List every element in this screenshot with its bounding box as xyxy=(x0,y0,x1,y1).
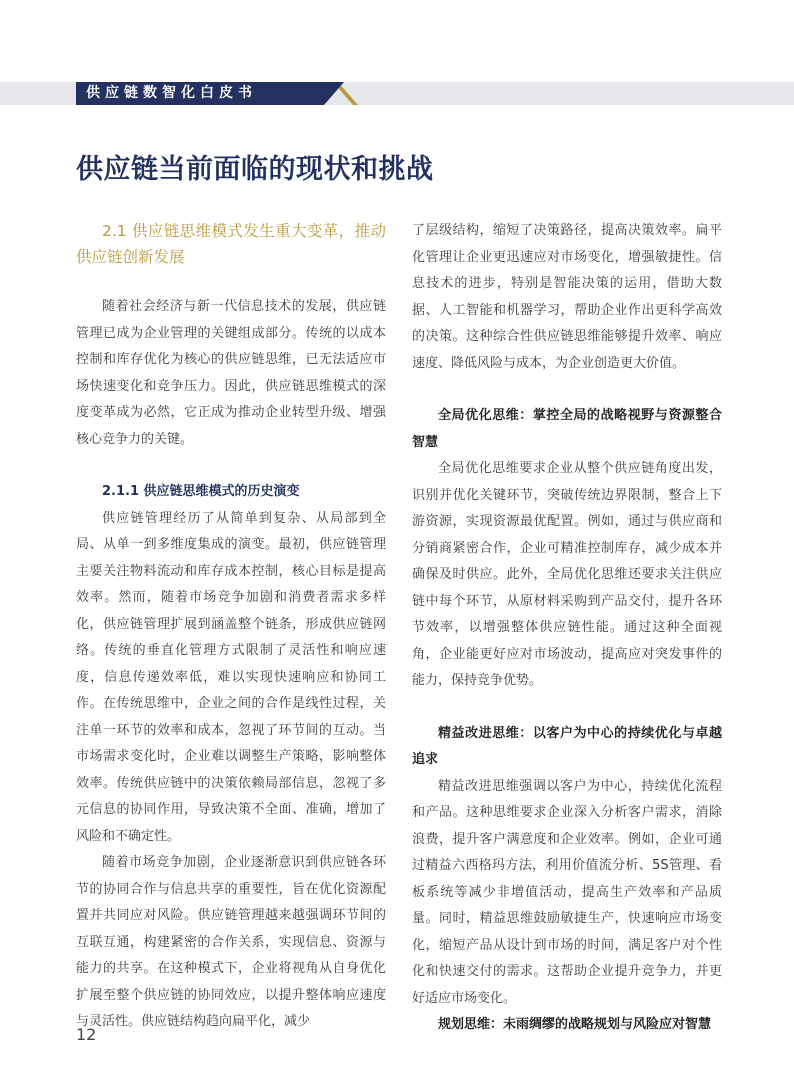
paragraph-global-optimization: 全局优化思维要求企业从整个供应链角度出发，识别并优化关键环节，突破传统边界限制，整合上下游资源，实现资源最优配置。例如，通过与供应商和分销商紧密合作，企业可精准控制库存，减少成本并确保及时供应。此外，全局优化思维还要求关注供应链中每个环节，从原材料采购到产品交付，提升各环节效率，以增强整体供应链性能。通过这种全面视角，企业能更好应对市场波动，提高应对突发事件的能力，保持竞争优势。 xyxy=(412,461,722,688)
right-column xyxy=(412,218,722,1039)
banner-title: 供应链数智化白皮书 xyxy=(86,85,257,101)
page-number: 12 xyxy=(76,1025,97,1044)
header-banner xyxy=(76,82,358,105)
heading-lean-improvement: 精益改进思维：以客户为中心的持续优化与卓越追求 xyxy=(412,725,722,767)
section-heading-2-1: 2.1 供应链思维模式发生重大变革，推动供应链创新发展 xyxy=(76,222,386,266)
paragraph-competition: 随着市场竞争加剧，企业逐渐意识到供应链各环节的协同合作与信息共享的重要性，旨在优化资源配置并共同应对风险。供应链管理越来越强调环节间的互联互通，构建紧密的合作关系，实现信息、资源与能力的共享。在这种模式下，企业将视角从自身优化扩展至整个供应链的协同效应，以提升整体响应速度与灵活性。供应链结构趋向扁平化，减少 xyxy=(76,855,386,1029)
left-column xyxy=(76,218,386,1036)
paragraph-continue: 了层级结构，缩短了决策路径，提高决策效率。扁平化管理让企业更迅速应对市场变化，增强敏捷性。信息技术的进步，特别是智能决策的运用，借助大数据、人工智能和机器学习，帮助企业作出更科学高效的决策。这种综合性供应链思维能够提升效率、响应速度、降低风险与成本，为企业创造更大价值。 xyxy=(412,223,722,371)
page-title: 供应链当前面临的现状和挑战 xyxy=(76,154,434,185)
paragraph-lean-improvement: 精益改进思维强调以客户为中心，持续优化流程和产品。这种思维要求企业深入分析客户需求，消除浪费，提升客户满意度和企业效率。例如，企业可通过精益六西格玛方法，利用价值流分析、5S管理、看板系统等减少非增值活动，提高生产效率和产品质量。同时，精益思维鼓励敏捷生产，快速响应市场变化，缩短产品从设计到市场的时间，满足客户对个性化和快速交付的需求。这帮助企业提升竞争力，并更好适应市场变化。 xyxy=(412,778,722,1006)
section-heading-2-1-1: 2.1.1 供应链思维模式的历史演变 xyxy=(102,484,300,499)
heading-planning: 规划思维：未雨绸缪的战略规划与风险应对智慧 xyxy=(438,1017,712,1032)
heading-global-optimization: 全局优化思维：掌控全局的战略视野与资源整合智慧 xyxy=(412,408,722,450)
paragraph-history: 供应链管理经历了从简单到复杂、从局部到全局、从单一到多维度集成的演变。最初，供应链管理主要关注物料流动和库存成本控制，核心目标是提高效率。然而，随着市场竞争加剧和消费者需求多样化，供应链管理扩展到涵盖整个链条，形成供应链网络。传统的垂直化管理方式限制了灵活性和响应速度，信息传递效率低，难以实现快速响应和协同工作。在传统思维中，企业之间的合作是线性过程，关注单一环节的效率和成本，忽视了环节间的互动。当市场需求变化时，企业难以调整生产策略，影响整体效率。传统供应链中的决策依赖局部信息，忽视了多元信息的协同作用，导致决策不全面、准确，增加了风险和不确定性。 xyxy=(76,510,386,844)
paragraph-intro: 随着社会经济与新一代信息技术的发展，供应链管理已成为企业管理的关键组成部分。传统的以成本控制和库存优化为核心的供应链思维，已无法适应市场快速变化和竞争压力。因此，供应链思维模式的深度变革成为必然，它正成为推动企业转型升级、增强核心竞争力的关键。 xyxy=(76,299,386,447)
